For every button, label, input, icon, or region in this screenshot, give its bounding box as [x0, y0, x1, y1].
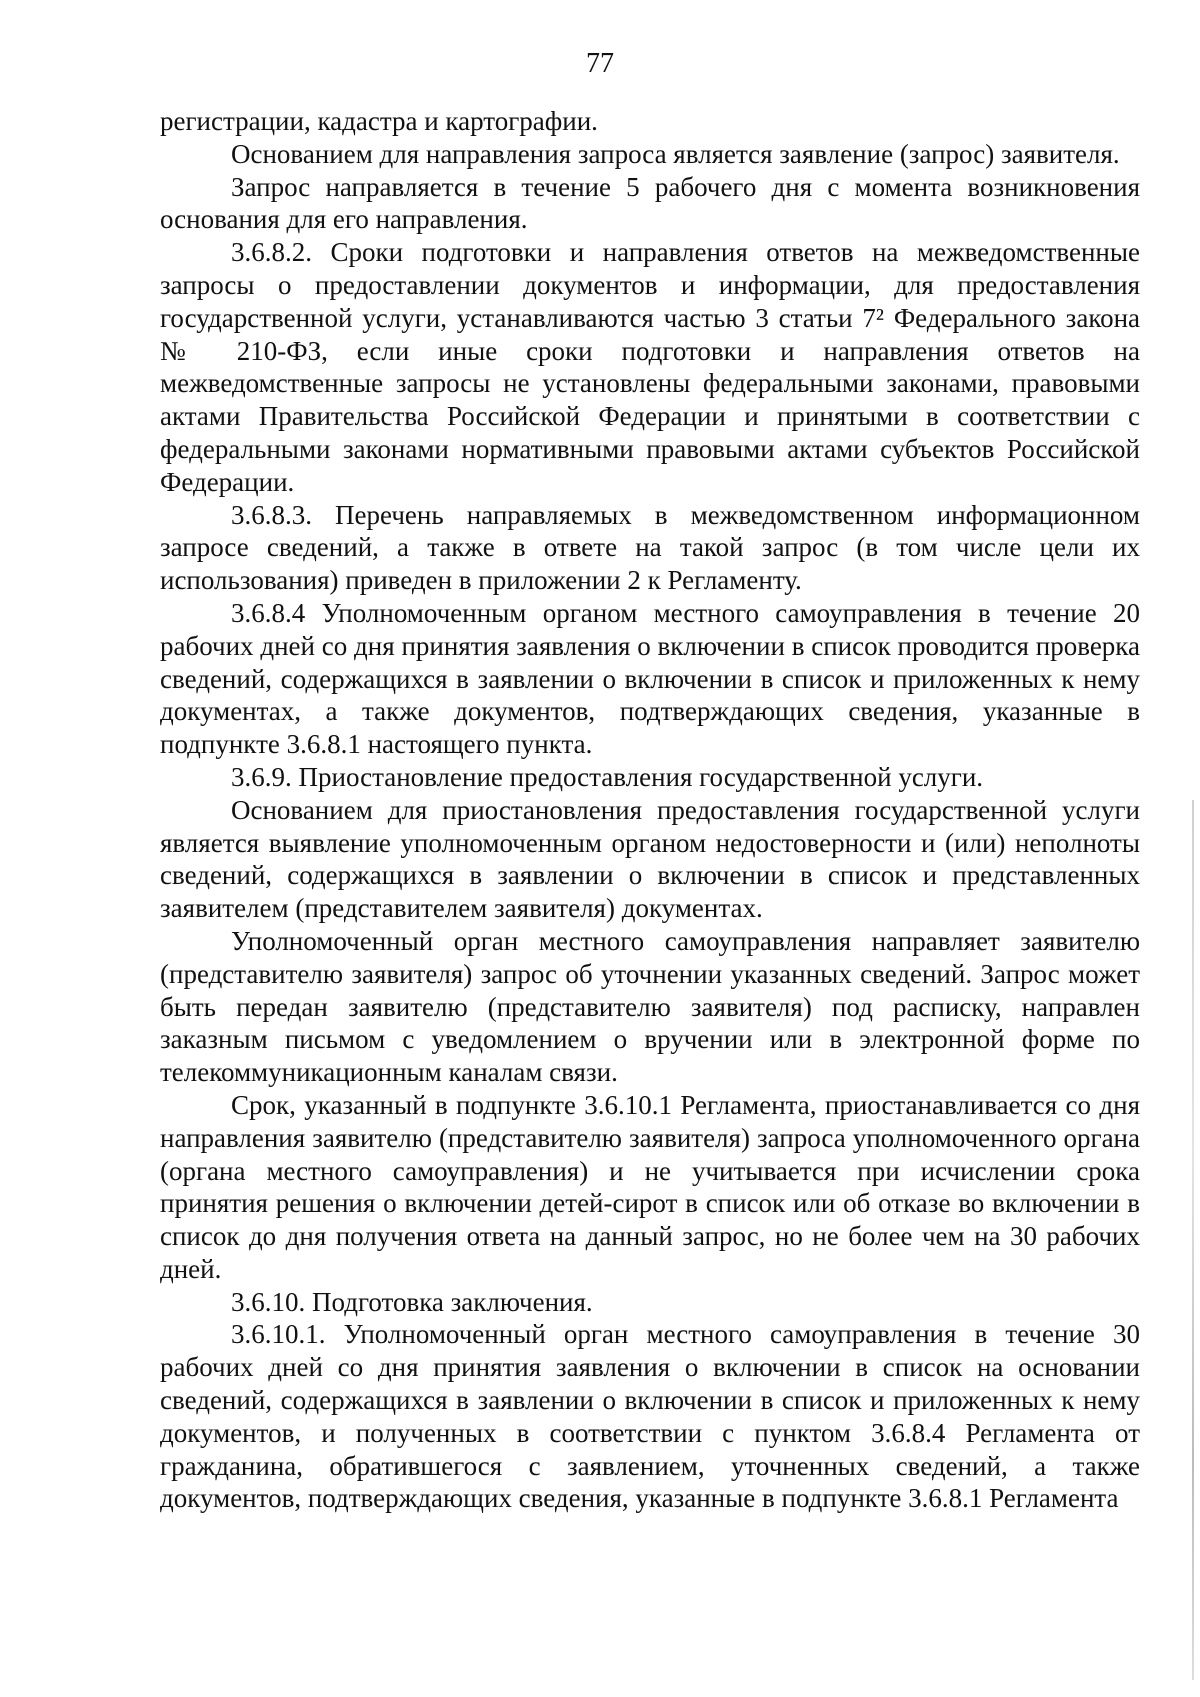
paragraph-3-6-8-2: 3.6.8.2. Сроки подготовки и направления ответов на межведомственные запросы о предоставлении документов и информации, для предоставления государственной услуги, устанавливаются частью 3 статьи 7² Федерального закона № 210-ФЗ, если иные сроки подготовки и направления ответов на межведомственные запросы не установлены федеральными законами, правовыми актами Правительства Российской Федерации и принятыми в соответствии с федеральными законами нормативными правовыми актами субъектов Российской Федерации.: [160, 237, 1140, 497]
paragraph-3-6-10-1: 3.6.10.1. Уполномоченный орган местного самоуправления в течение 30 рабочих дней со дня принятия заявления о включении в список на основании сведений, содержащихся в заявлении о включении в список и приложенных к нему документов, и полученных в соответствии с пунктом 3.6.8.4 Регламента от гражданина, обратившегося с заявлением, уточненных сведений, а также документов, подтверждающих сведения, указанные в подпункте 3.6.8.1 Регламента: [160, 1319, 1140, 1514]
paragraph-continuation: регистрации, кадастра и картографии.: [160, 106, 598, 136]
paragraph-request-basis: Основанием для направления запроса является заявление (запрос) заявителя.: [231, 138, 1120, 169]
heading-3-6-10: 3.6.10. Подготовка заключения.: [231, 1286, 593, 1317]
document-body: [160, 105, 1140, 1515]
paragraph-3-6-8-3: 3.6.8.3. Перечень направляемых в межведомственном информационном запросе сведений, а также в ответе на такой запрос (в том числе цели их использования) приведен в приложении 2 к Регламенту.: [160, 499, 1140, 596]
paragraph-suspension-basis: Основанием для приостановления предоставления государственной услуги является выявление уполномоченным органом недостоверности и (или) неполноты сведений, содержащихся в заявлении о включении в список и представленных заявителем (представителем заявителя) документах.: [160, 794, 1140, 924]
page-number: 77: [586, 48, 614, 79]
paragraph-request-timing: Запрос направляется в течение 5 рабочего дня с момента возникновения основания для его направления.: [160, 171, 1140, 235]
paragraph-clarification-request: Уполномоченный орган местного самоуправления направляет заявителю (представителю заявителя) запрос об уточнении указанных сведений. Запрос может быть передан заявителю (представителю заявителя) под расписку, направлен заказным письмом с уведомлением о вручении или в электронной форме по телекоммуникационным каналам связи.: [160, 925, 1140, 1088]
heading-3-6-9: 3.6.9. Приостановление предоставления государственной услуги.: [231, 761, 984, 792]
paragraph-term-suspension: Срок, указанный в подпункте 3.6.10.1 Регламента, приостанавливается со дня направления заявителю (представителю заявителя) запроса уполномоченного органа (органа местного самоуправления) и не учитывается при исчислении срока принятия решения о включении детей-сирот в список или об отказе во включении в список до дня получения ответа на данный запрос, но не более чем на 30 рабочих дней.: [160, 1089, 1140, 1284]
paragraph-3-6-8-4: 3.6.8.4 Уполномоченным органом местного самоуправления в течение 20 рабочих дней со дня принятия заявления о включении в список проводится проверка сведений, содержащихся в заявлении о включении в список и приложенных к нему документах, а также документов, подтверждающих сведения, указанные в подпункте 3.6.8.1 настоящего пункта.: [160, 597, 1140, 760]
scan-edge-line: [1192, 800, 1194, 1680]
